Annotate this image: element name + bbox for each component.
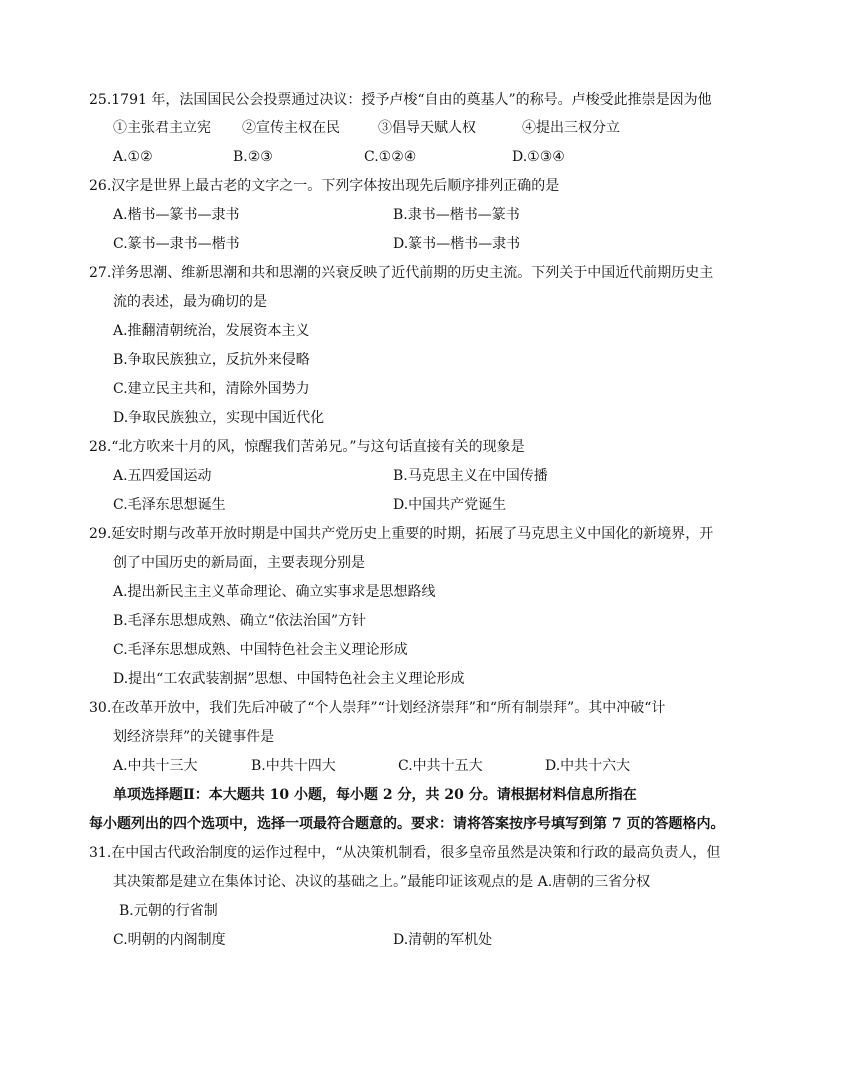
question-28-option-d: D.中国共产党诞生 [393, 497, 507, 513]
question-27-option-c: C.建立民主共和，清除外国势力 [113, 381, 310, 397]
question-28-option-a: A.五四爱国运动 [113, 468, 212, 484]
question-25-item-1: ①主张君主立宪 [113, 120, 211, 136]
question-27-stem-line-2: 流的表述，最为确切的是 [113, 294, 267, 310]
question-30-stem-line-1: 30.在改革开放中，我们先后冲破了“个人崇拜”“计划经济崇拜”和“所有制崇拜”。其中冲破“计 [89, 700, 666, 716]
question-29-stem-line-1: 29.延安时期与改革开放时期是中国共产党历史上重要的时期，拓展了马克思主义中国化的新境界，开 [89, 526, 714, 542]
question-29-stem-line-2: 创了中国历史的新局面，主要表现分别是 [113, 555, 365, 571]
question-26-option-d: D.篆书—楷书—隶书 [393, 236, 521, 252]
question-25-option-c: C.①②④ [364, 149, 417, 165]
section-2-heading-line-1: 单项选择题Ⅱ：本大题共 10 小题，每小题 2 分，共 20 分。请根据材料信息所指在 [113, 787, 637, 803]
question-26-option-b: B.隶书—楷书—篆书 [393, 207, 520, 223]
section-2-heading-line-2: 每小题列出的四个选项中，选择一项最符合题意的。要求：请将答案按序号填写到第 7 页的答题格内。 [89, 816, 725, 832]
question-28-option-b: B.马克思主义在中国传播 [393, 468, 548, 484]
question-25-option-b: B.②③ [233, 149, 273, 165]
question-27-stem-line-1: 27.洋务思潮、维新思潮和共和思潮的兴衰反映了近代前期的历史主流。下列关于中国近代前期历史主 [89, 265, 714, 281]
question-29-option-c: C.毛泽东思想成熟、中国特色社会主义理论形成 [113, 642, 408, 658]
question-28-option-c: C.毛泽东思想诞生 [113, 497, 226, 513]
question-31-option-b: B.元朝的行省制 [119, 903, 218, 919]
question-25-option-d: D.①③④ [512, 149, 565, 165]
question-25-stem: 25.1791 年，法国国民公会投票通过决议：授予卢梭“自由的奠基人”的称号。卢梭受此推崇是因为他 [89, 92, 712, 108]
question-30-option-c: C.中共十五大 [398, 758, 483, 774]
question-25-item-3: ③倡导天赋人权 [378, 120, 476, 136]
question-31-stem-line-1: 31.在中国古代政治制度的运作过程中，“从决策机制看，很多皇帝虽然是决策和行政的最高负责人，但 [89, 845, 721, 861]
question-31-stem-line-2: 其决策都是建立在集体讨论、决议的基础之上。”最能印证该观点的是 A.唐朝的三省分权 [113, 874, 651, 890]
question-31-option-c: C.明朝的内阁制度 [113, 932, 226, 948]
question-27-option-a: A.推翻清朝统治，发展资本主义 [113, 323, 310, 339]
question-25-option-a: A.①② [113, 149, 153, 165]
question-28-stem: 28.“北方吹来十月的风，惊醒我们苦弟兄。”与这句话直接有关的现象是 [89, 439, 525, 455]
question-30-option-a: A.中共十三大 [113, 758, 198, 774]
question-25-item-4: ④提出三权分立 [522, 120, 620, 136]
question-29-option-a: A.提出新民主主义革命理论、确立实事求是思想路线 [113, 584, 436, 600]
question-27-option-d: D.争取民族独立，实现中国近代化 [113, 410, 325, 426]
question-29-option-d: D.提出“工农武装割据”思想、中国特色社会主义理论形成 [113, 671, 465, 687]
question-31-option-d: D.清朝的军机处 [393, 932, 493, 948]
question-30-option-b: B.中共十四大 [251, 758, 336, 774]
question-26-stem: 26.汉字是世界上最古老的文字之一。下列字体按出现先后顺序排列正确的是 [89, 178, 560, 194]
question-27-option-b: B.争取民族独立，反抗外来侵略 [113, 352, 310, 368]
question-25-item-2: ②宣传主权在民 [242, 120, 340, 136]
question-26-option-c: C.篆书—隶书—楷书 [113, 236, 240, 252]
question-30-option-d: D.中共十六大 [545, 758, 631, 774]
question-30-stem-line-2: 划经济崇拜”的关键事件是 [113, 729, 275, 745]
question-29-option-b: B.毛泽东思想成熟、确立“依法治国”方针 [113, 613, 367, 629]
question-26-option-a: A.楷书—篆书—隶书 [113, 207, 240, 223]
